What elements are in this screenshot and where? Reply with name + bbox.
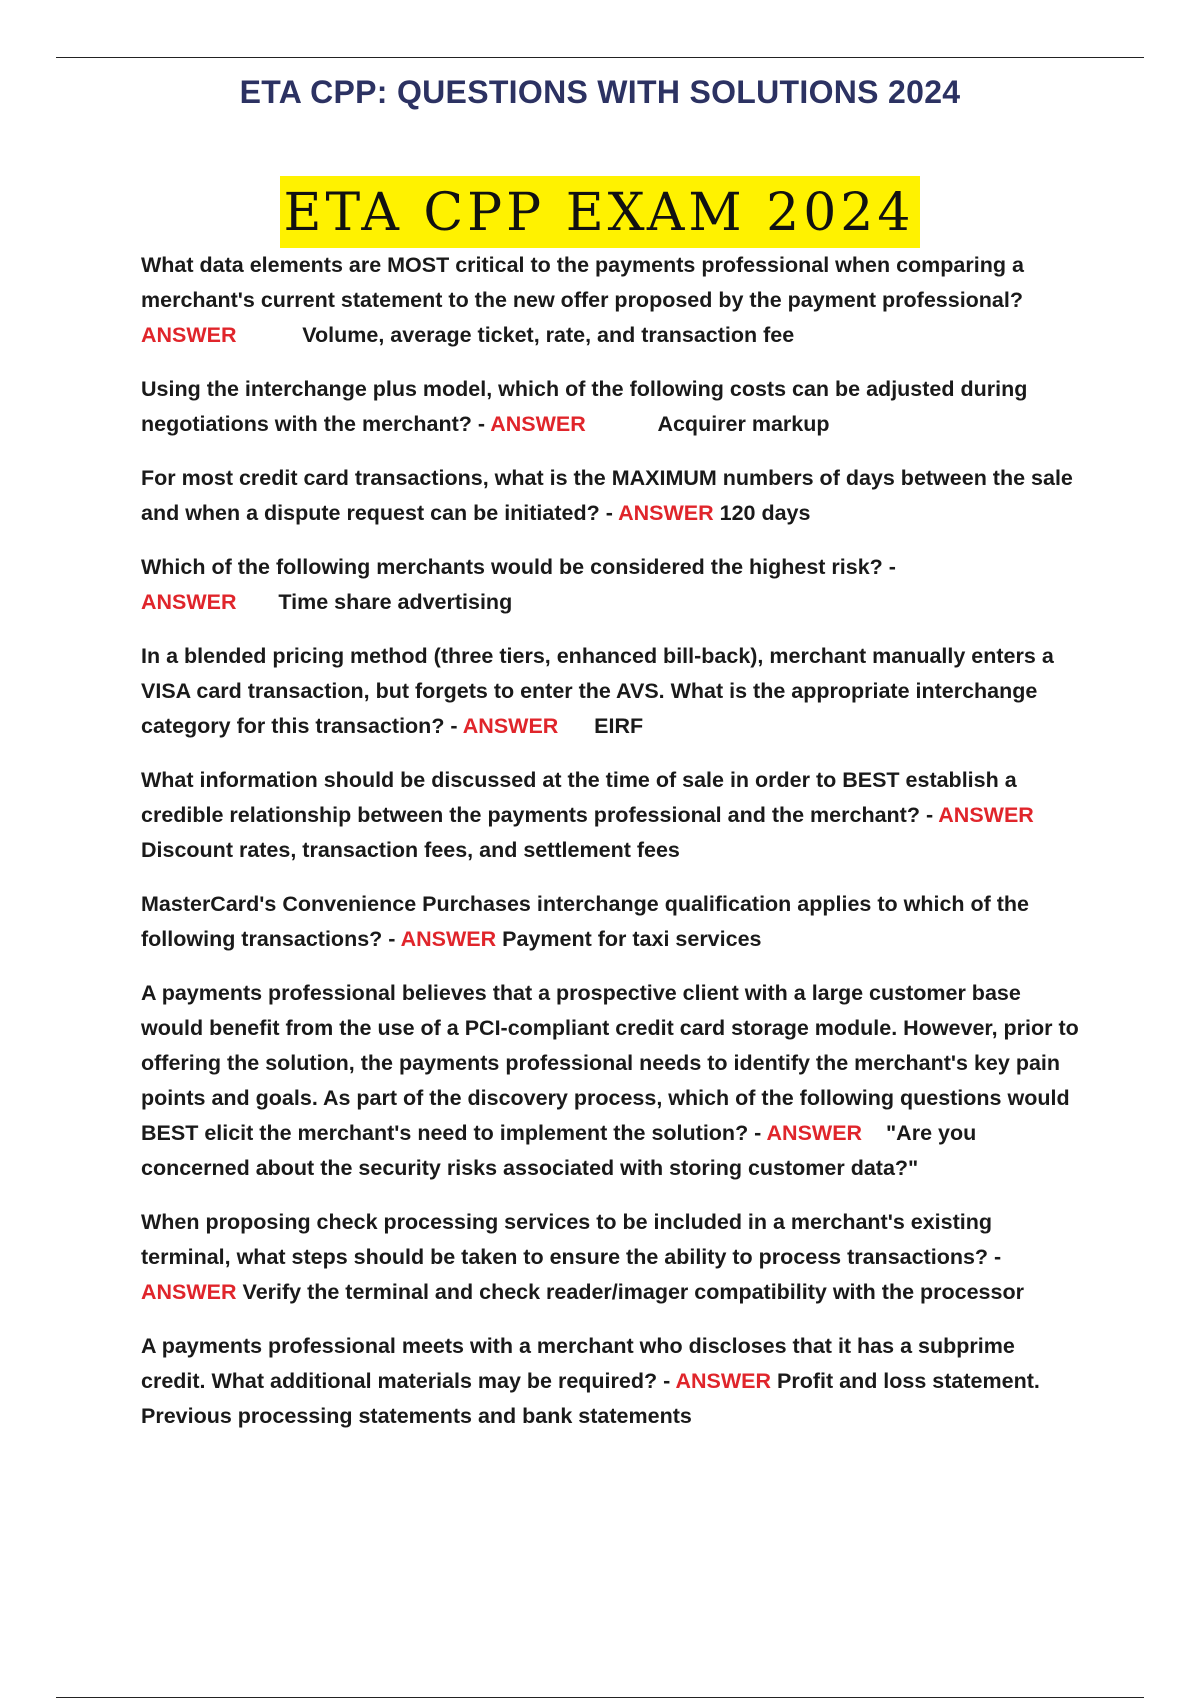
- question-text: What information should be discussed at the time of sale in order to BEST establish a credible relationship between the payments professional and the merchant?: [141, 768, 1017, 827]
- question-text: Using the interchange plus model, which of the following costs can be adjusted during negotiations with the merchant?: [141, 377, 1028, 436]
- question-list: [141, 248, 1081, 1453]
- separator: -: [382, 927, 401, 951]
- answer-text: Verify the terminal and check reader/imager compatibility with the processor: [242, 1280, 1024, 1304]
- qa-item: [141, 248, 1081, 353]
- answer-label: ANSWER: [141, 590, 237, 614]
- qa-item: [141, 639, 1081, 744]
- separator: -: [748, 1121, 767, 1145]
- answer-text: Acquirer markup: [657, 412, 830, 436]
- qa-item: [141, 976, 1081, 1186]
- qa-item: [141, 1205, 1081, 1310]
- separator: -: [444, 714, 463, 738]
- answer-text: Time share advertising: [278, 590, 513, 614]
- question-text: In a blended pricing method (three tiers, enhanced bill-back), merchant manually enters a VISA card transaction, but forgets to enter the AVS. What is the appropriate interchange category for this transaction?: [141, 644, 1054, 738]
- answer-text: Payment for taxi services: [502, 927, 762, 951]
- separator: -: [599, 501, 619, 525]
- separator: -: [657, 1369, 676, 1393]
- document-header: ETA CPP: QUESTIONS WITH SOLUTIONS 2024: [239, 74, 961, 110]
- answer-label: ANSWER: [675, 1369, 772, 1393]
- answer-text: Volume, average ticket, rate, and transaction fee: [302, 323, 795, 347]
- question-text: A payments professional believes that a prospective client with a large customer base would benefit from the use of a PCI-compliant credit card storage module. However, prior to offering the solution, the payments professional needs to identify the merchant's key pain points and goals. As part of the discovery process, which of the following questions would BEST elicit the merchant's need to implement the solution?: [141, 981, 1079, 1145]
- exam-title-container: [0, 176, 1200, 248]
- qa-item: [141, 763, 1081, 868]
- answer-text: 120 days: [719, 501, 811, 525]
- separator: -: [882, 555, 896, 579]
- answer-label: ANSWER: [141, 323, 237, 347]
- separator: -: [471, 412, 491, 436]
- answer-label: ANSWER: [462, 714, 559, 738]
- question-text: A payments professional meets with a merchant who discloses that it has a subprime credit. What additional materials may be required?: [141, 1334, 1015, 1393]
- qa-item: [141, 1329, 1081, 1434]
- answer-text: EIRF: [594, 714, 644, 738]
- answer-label: ANSWER: [400, 927, 497, 951]
- question-text: MasterCard's Convenience Purchases interchange qualification applies to which of the following transactions?: [141, 892, 1030, 951]
- top-divider: [56, 57, 1144, 58]
- separator: -: [919, 803, 939, 827]
- answer-label: ANSWER: [766, 1121, 863, 1145]
- question-text: For most credit card transactions, what is the MAXIMUM numbers of days between the sale and when a dispute request can be initiated?: [141, 466, 1073, 525]
- qa-item: [141, 372, 1081, 442]
- question-text: Which of the following merchants would be considered the highest risk?: [141, 555, 883, 579]
- qa-item: [141, 887, 1081, 957]
- answer-text: Profit and loss statement. Previous processing statements and bank statements: [141, 1369, 1040, 1428]
- answer-text: "Are you concerned about the security risks associated with storing customer data?": [141, 1121, 977, 1180]
- qa-item: [141, 461, 1081, 531]
- answer-label: ANSWER: [938, 803, 1034, 827]
- answer-label: ANSWER: [141, 1280, 237, 1304]
- qa-item: [141, 550, 1081, 620]
- question-text: What data elements are MOST critical to the payments professional when comparing a merchant's current statement to the new offer proposed by the payment professional?: [141, 253, 1024, 312]
- separator: -: [988, 1245, 1002, 1269]
- answer-text: Discount rates, transaction fees, and settlement fees: [141, 838, 680, 862]
- answer-label: ANSWER: [490, 412, 586, 436]
- exam-title: ETA CPP EXAM 2024: [280, 176, 921, 248]
- answer-label: ANSWER: [618, 501, 714, 525]
- bottom-divider: [56, 1697, 1144, 1698]
- question-text: When proposing check processing services to be included in a merchant's existing terminal, what steps should be taken to ensure the ability to process transactions?: [141, 1210, 993, 1269]
